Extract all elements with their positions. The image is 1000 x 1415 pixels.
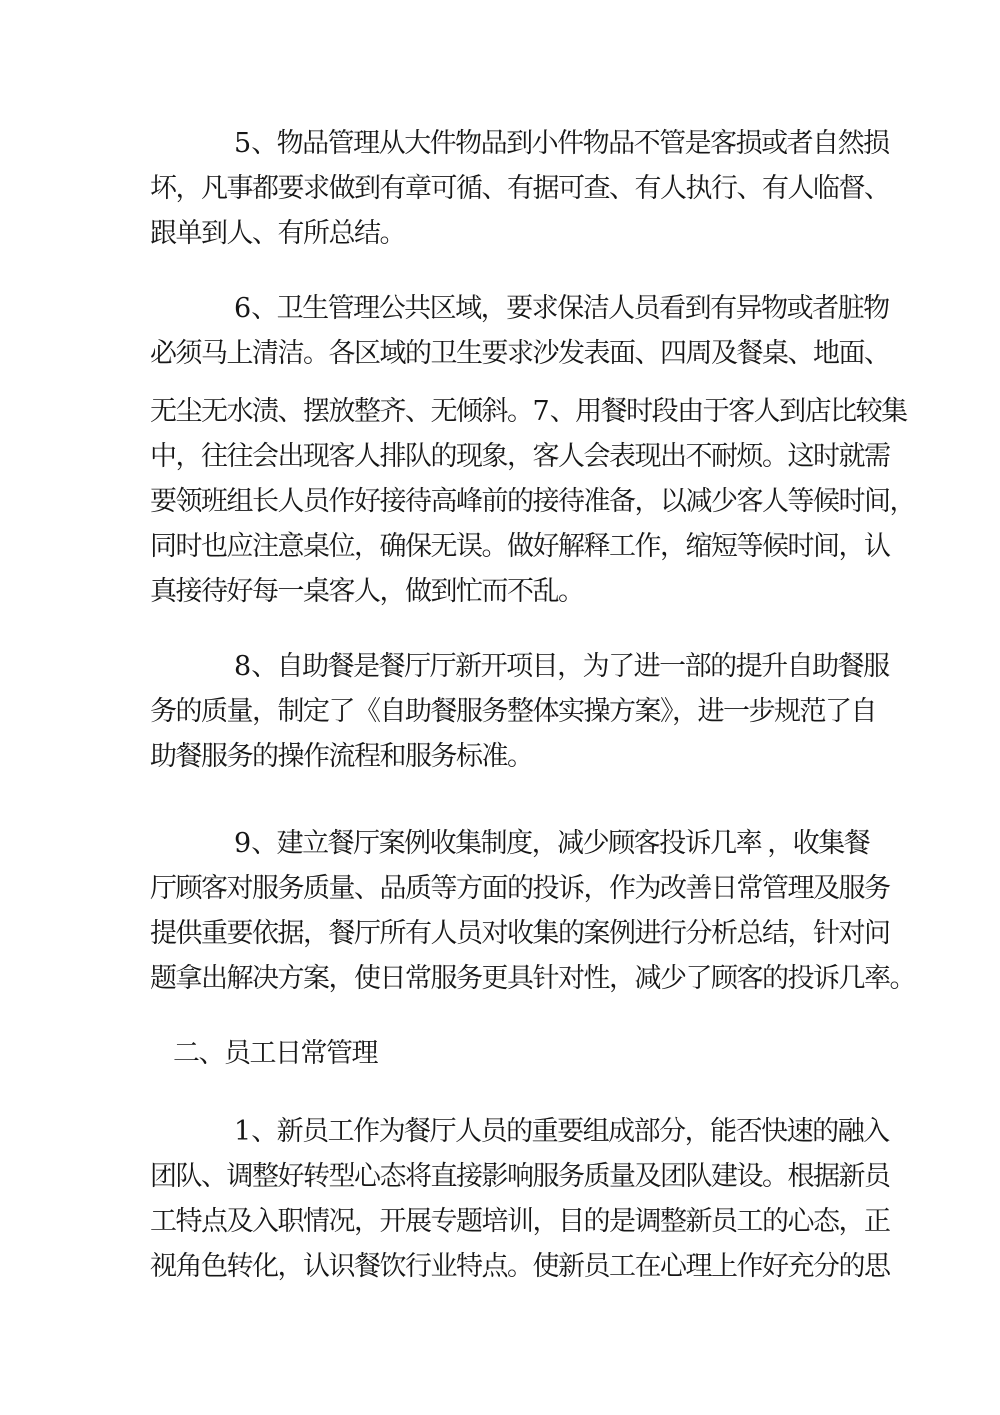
- text-line: 必须马上清洁。各区域的卫生要求沙发表面、四周及餐桌、地面、: [150, 338, 890, 368]
- text-line: 要领班组长人员作好接待高峰前的接待准备，以减少客人等候时间，: [150, 486, 915, 516]
- text-line: 中，往往会出现客人排队的现象，客人会表现出不耐烦。这时就需: [150, 441, 890, 471]
- paragraph: [150, 821, 915, 1001]
- paragraph: [150, 644, 889, 779]
- text-line: 厅顾客对服务质量、品质等方面的投诉，作为改善日常管理及服务: [150, 873, 890, 903]
- document-body: [150, 121, 915, 1289]
- list-number: 8: [234, 651, 252, 682]
- text-line: 题拿出解决方案，使日常服务更具针对性，减少了顾客的投诉几率。: [150, 963, 915, 993]
- text-line: 提供重要依据，餐厅所有人员对收集的案例进行分析总结，针对问: [150, 918, 890, 948]
- list-number: 1: [234, 1116, 252, 1147]
- text-line: 视角色转化，认识餐饮行业特点。使新员工在心理上作好充分的思: [150, 1251, 890, 1281]
- list-number: 9: [234, 828, 252, 859]
- text-line: 同时也应注意桌位，确保无误。做好解释工作，缩短等候时间，认: [150, 531, 890, 561]
- text-line: 9、建立餐厅案例收集制度，减少顾客投诉几率 ，收集餐: [234, 828, 870, 859]
- paragraph: [150, 1109, 890, 1289]
- list-number: 7: [532, 396, 550, 427]
- paragraph: [150, 389, 915, 614]
- text-line: 工特点及入职情况，开展专题培训，目的是调整新员工的心态，正: [150, 1206, 890, 1236]
- section-heading: [150, 1031, 860, 1076]
- text-line: 8、自助餐是餐厅厅新开项目，为了进一部的提升自助餐服: [234, 651, 889, 682]
- text-line: 无尘无水渍、摆放整齐、无倾斜。7、用餐时段由于客人到店比较集: [150, 396, 907, 427]
- text-line: 6、卫生管理公共区域，要求保洁人员看到有异物或者脏物: [234, 293, 889, 324]
- paragraph: [150, 286, 890, 376]
- text-line: 真接待好每一桌客人，做到忙而不乱。: [150, 576, 584, 606]
- text-line: 务的质量，制定了《自助餐服务整体实操方案》，进一步规范了自: [150, 696, 876, 726]
- text-line: 团队、调整好转型心态将直接影响服务质量及团队建设。根据新员: [150, 1161, 890, 1191]
- text-line: 坏，凡事都要求做到有章可循、有据可查、有人执行、有人临督、: [150, 173, 890, 203]
- text-line: 5、物品管理从大件物品到小件物品不管是客损或者自然损: [234, 128, 889, 159]
- list-number: 5: [234, 128, 252, 159]
- paragraph: [150, 121, 890, 256]
- text-line: 二、员工日常管理: [173, 1038, 377, 1068]
- list-number: 6: [234, 293, 252, 324]
- text-line: 1、新员工作为餐厅人员的重要组成部分，能否快速的融入: [234, 1116, 889, 1147]
- text-line: 助餐服务的操作流程和服务标准。: [150, 741, 533, 771]
- text-line: 跟单到人、有所总结。: [150, 218, 405, 248]
